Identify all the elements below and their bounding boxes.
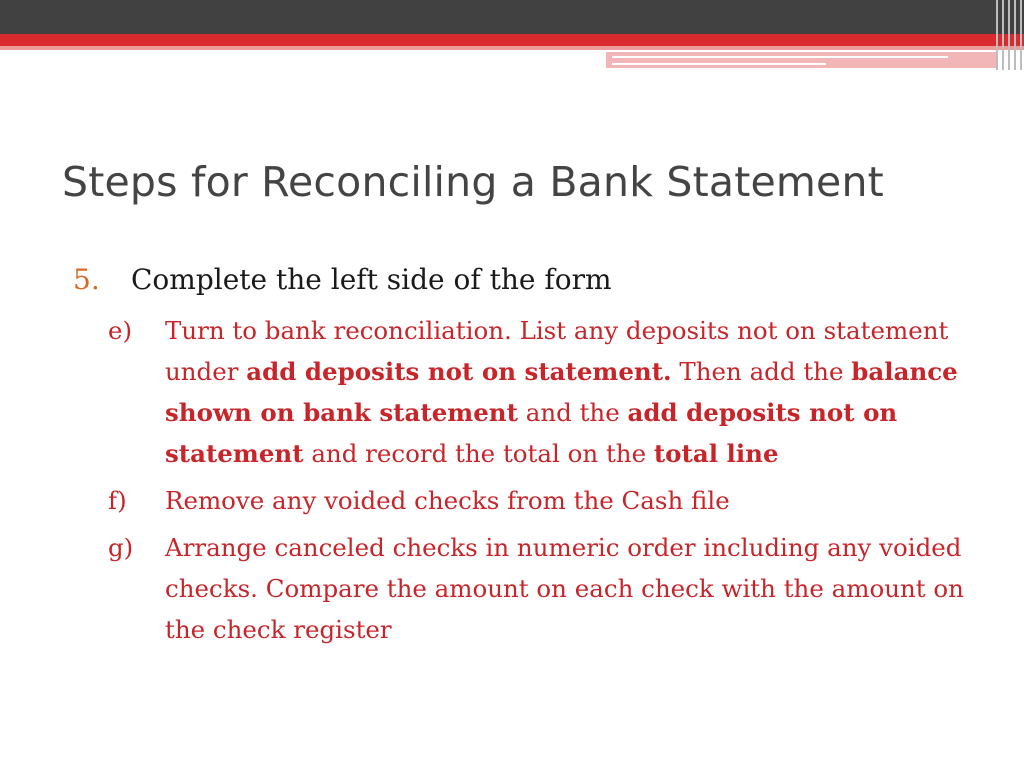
header-right-stripes <box>994 0 1024 70</box>
header-white-line <box>0 50 610 52</box>
header-strip-line-short <box>612 63 826 65</box>
substep-item <box>108 480 988 521</box>
substep-bold-text: add deposits not on statement <box>165 398 898 468</box>
substep-text: and record the total on the <box>303 439 654 468</box>
substep-marker: e) <box>108 316 133 345</box>
step-item <box>73 258 1003 302</box>
header-dark-bar <box>0 0 1024 34</box>
substep-item <box>108 527 988 650</box>
substep-text: and the <box>517 398 628 427</box>
substep-text: Arrange canceled checks in numeric order including any voided checks. Compare the amount on each check with the amount on the check register <box>165 533 964 644</box>
substep-marker: f) <box>108 486 127 515</box>
substep-list <box>108 310 988 650</box>
substep-text: Then add the <box>671 357 852 386</box>
substep-text: Turn to bank reconciliation. List any deposits not on statement under <box>165 316 949 386</box>
step-text: Complete the left side of the form <box>131 263 612 296</box>
slide-title: Steps for Reconciling a Bank Statement <box>62 158 884 206</box>
substep-bold-text: total line <box>653 439 779 468</box>
header-red-band <box>0 34 1024 46</box>
substep-bold-text: add deposits not on statement. <box>246 357 672 386</box>
substep-text: Remove any voided checks from the Cash file <box>165 486 730 515</box>
header-lower-strip <box>606 52 996 68</box>
substep-bold-text: balance shown on bank statement <box>165 357 958 427</box>
substep-item <box>108 310 988 474</box>
substep-marker: g) <box>108 533 134 562</box>
step-number: 5. <box>73 263 100 296</box>
header-strip-line <box>612 56 948 58</box>
